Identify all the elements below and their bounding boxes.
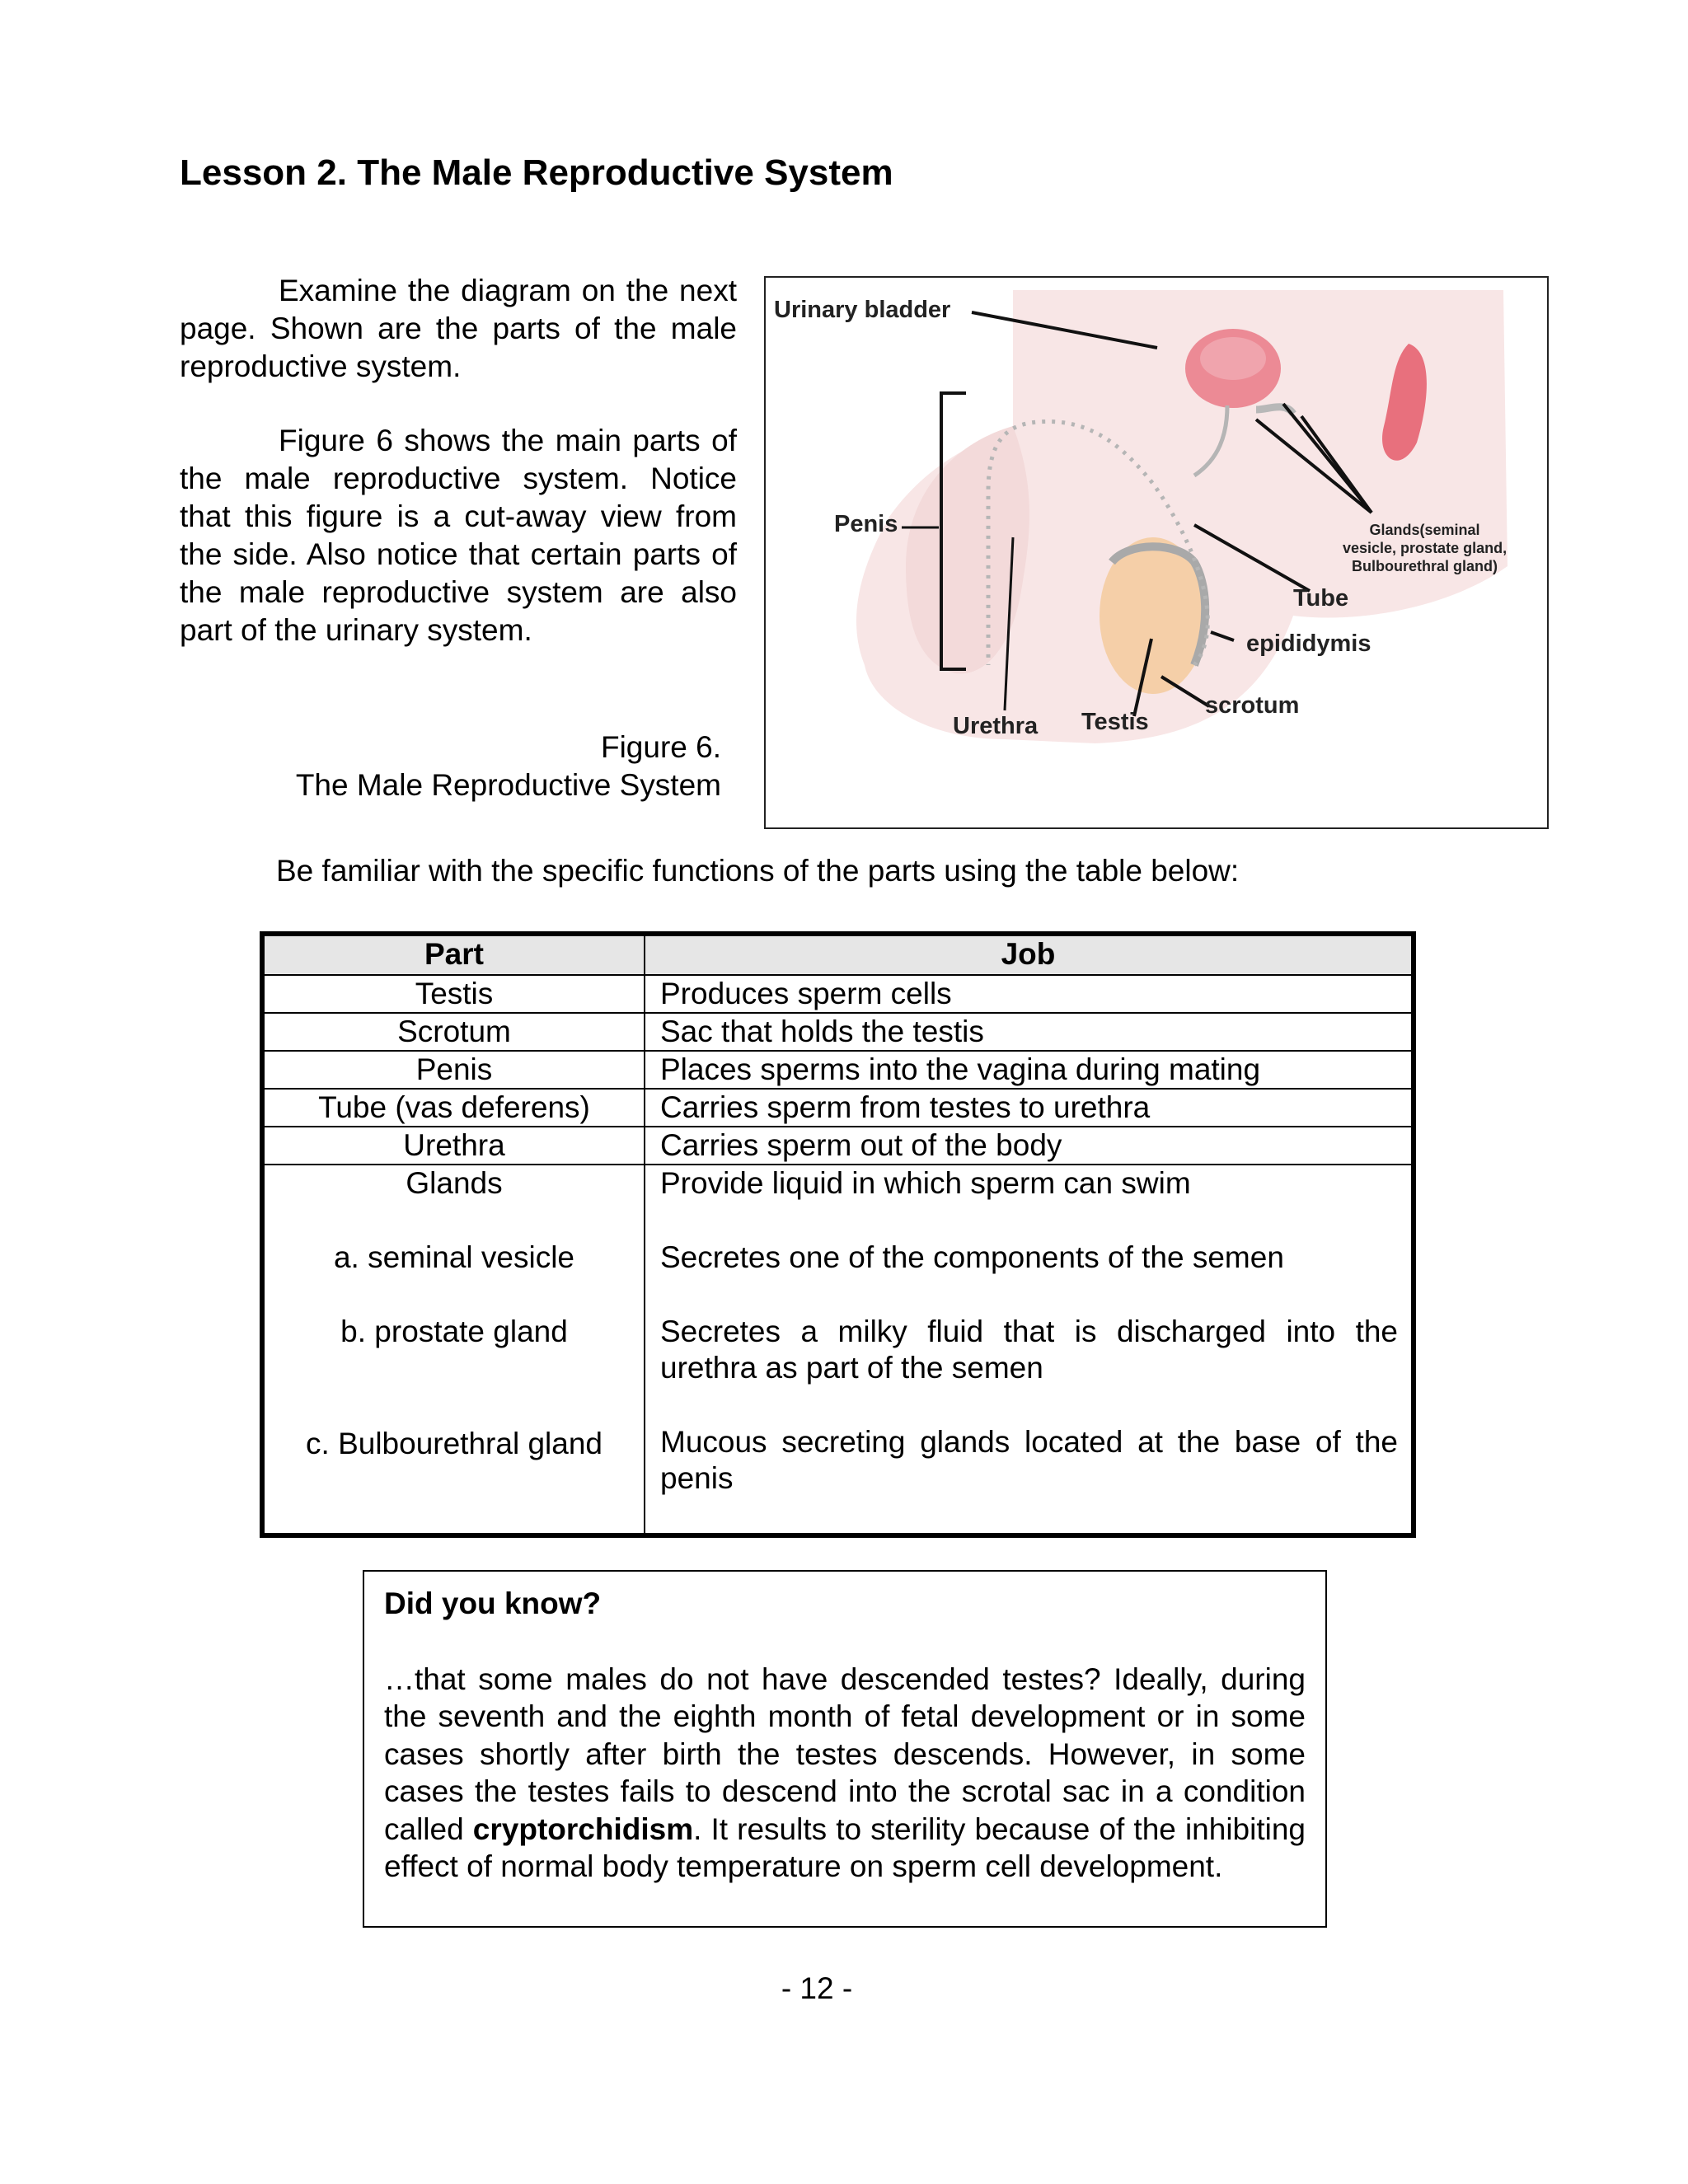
glands-job-cell <box>645 1165 1414 1535</box>
label-glands-line-3: Bulbourethral gland) <box>1352 558 1498 574</box>
label-testis: Testis <box>1081 709 1149 735</box>
did-you-know-box <box>363 1570 1327 1928</box>
job-cell: Carries sperm out of the body <box>645 1127 1414 1165</box>
table-row-glands <box>262 1165 1414 1535</box>
part-cell: Tube (vas deferens) <box>262 1089 645 1127</box>
parts-function-table <box>260 931 1416 1538</box>
did-you-know-title: Did you know? <box>384 1586 602 1620</box>
job-cell: Sac that holds the testis <box>645 1013 1414 1051</box>
table-row <box>262 1051 1414 1089</box>
glands-part: Glands <box>406 1166 503 1200</box>
did-you-know-text-before: …that some males do not have descended testes? Ideally, during the seventh and the eighth month of fetal development or in some cases shortly after birth the testes descends. However, in some cases the testes fails to descend into the scrotal sac in a condition called <box>384 1661 1306 1846</box>
lesson-title: Lesson 2. The Male Reproductive System <box>180 152 893 193</box>
table-row <box>262 1127 1414 1165</box>
table-header-row <box>262 934 1414 975</box>
header-job: Job <box>645 934 1414 975</box>
prostate-gland-job: Secretes a milky fluid that is discharged into the urethra as part of the semen <box>660 1315 1398 1385</box>
part-cell: Testis <box>262 975 645 1013</box>
seminal-vesicle-part: a. seminal vesicle <box>333 1240 574 1274</box>
label-urinary-bladder: Urinary bladder <box>774 297 951 323</box>
job-cell: Produces sperm cells <box>645 975 1414 1013</box>
bulbourethral-gland-part: c. Bulbourethral gland <box>306 1427 603 1460</box>
reproductive-system-diagram <box>764 276 1549 829</box>
header-part: Part <box>262 934 645 975</box>
part-cell: Urethra <box>262 1127 645 1165</box>
cryptorchidism-term: cryptorchidism <box>472 1811 694 1846</box>
label-glands-line-1: Glands(seminal <box>1369 522 1480 538</box>
label-epididymis: epididymis <box>1246 630 1372 657</box>
figure-caption <box>247 729 721 804</box>
prostate-gland-part: b. prostate gland <box>340 1315 568 1348</box>
table-instruction: Be familiar with the specific functions of the parts using the table below: <box>276 854 1240 888</box>
figure-caption-title: The Male Reproductive System <box>295 768 721 802</box>
label-penis: Penis <box>834 511 898 537</box>
bulbourethral-gland-job: Mucous secreting glands located at the base of the penis <box>660 1425 1398 1495</box>
label-tube: Tube <box>1293 585 1349 612</box>
did-you-know-text <box>384 1661 1306 1886</box>
glands-part-cell <box>262 1165 645 1535</box>
label-scrotum: scrotum <box>1205 692 1300 719</box>
job-cell: Places sperms into the vagina during mating <box>645 1051 1414 1089</box>
table-row <box>262 1089 1414 1127</box>
intro-text <box>180 272 737 686</box>
table-row <box>262 975 1414 1013</box>
label-glands <box>1343 521 1507 575</box>
did-you-know-text-after: . It results to sterility because of the inhibiting effect of normal body temperature on sperm cell development. <box>384 1811 1306 1883</box>
job-cell: Carries sperm from testes to urethra <box>645 1089 1414 1127</box>
figure-caption-number: Figure 6. <box>600 730 721 764</box>
part-cell: Penis <box>262 1051 645 1089</box>
table-row <box>262 1013 1414 1051</box>
part-cell: Scrotum <box>262 1013 645 1051</box>
seminal-vesicle-job: Secretes one of the components of the semen <box>660 1240 1284 1274</box>
intro-paragraph-2: Figure 6 shows the main parts of the male reproductive system. Notice that this figure is a cut-away view from the side. Also notice that certain parts of the male reproductive system are also part of the urinary system. <box>180 424 737 647</box>
label-glands-line-2: vesicle, prostate gland, <box>1343 540 1507 556</box>
label-urethra: Urethra <box>953 713 1039 739</box>
glands-job: Provide liquid in which sperm can swim <box>660 1166 1191 1200</box>
intro-paragraph-1: Examine the diagram on the next page. Shown are the parts of the male reproductive system. <box>180 274 737 383</box>
page-number: - 12 - <box>781 1971 853 2005</box>
